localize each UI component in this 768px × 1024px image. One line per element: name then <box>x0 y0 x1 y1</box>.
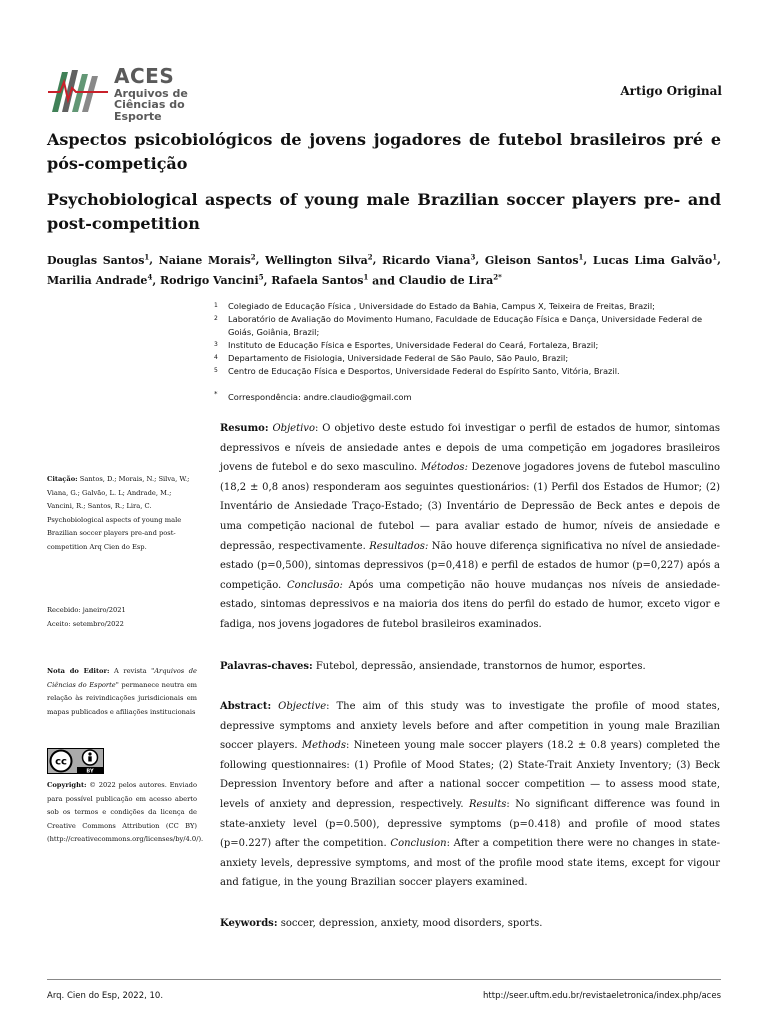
author <box>399 274 502 287</box>
resumo-block <box>220 419 720 635</box>
author <box>265 254 372 267</box>
palavras-chave-text: Futebol, depressão, ansiendade, transtornos de humor, esportes. <box>312 661 646 672</box>
affiliation-number: 1 <box>214 302 218 309</box>
abstract-methods: : Nineteen young male soccer players (18.2 ± 0.8 years) completed the following questionnaires: (1) Profile of Mood States; (2) State-Trait Anxiety Inventory; (3) Beck Depression Inventory before and after a national soccer competition — to assess mood state, levels of anxiety and depression, respectively. <box>220 740 720 810</box>
author <box>271 274 368 287</box>
abstract-methods-label: Methods <box>301 740 347 752</box>
accepted-date: Aceito: setembro/2022 <box>47 619 124 628</box>
editor-note-journal: "Arquivos de Ciências do Esporte" <box>47 667 197 689</box>
editor-note-pre: A revista <box>109 667 152 675</box>
author-name: Ricardo Viana <box>382 253 471 267</box>
author-name: Wellington Silva <box>265 253 368 267</box>
author-affiliation-mark: 1 <box>363 272 369 282</box>
abstract-block <box>220 697 720 893</box>
cc-badge-by: BY <box>86 768 94 774</box>
author-affiliation-mark: 2* <box>493 272 502 282</box>
dates <box>47 604 197 631</box>
keywords-label: Keywords: <box>220 918 278 929</box>
footer-citation: Arq. Cien do Esp, 2022, 10. <box>47 991 164 1001</box>
aces-logo-icon <box>48 62 108 118</box>
footer-rule <box>47 979 721 980</box>
logo-line-2: Ciências do Esporte <box>114 98 185 123</box>
palavras-chave <box>220 657 720 677</box>
logo-brand: ACES <box>114 64 175 88</box>
author-affiliation-mark: 5 <box>258 272 264 282</box>
affiliation-text: Colegiado de Educação Física , Universidade do Estado da Bahia, Campus X, Teixeira de Freitas, Brazil; <box>228 301 655 311</box>
editor-note-label: Nota do Editor: <box>47 667 110 675</box>
article-type: Artigo Original <box>620 84 722 98</box>
author-affiliation-mark: 3 <box>470 252 476 261</box>
abstract-results: : No significant difference was found in state-anxiety level (p=0.500), depressive symptoms (p=0.418) and profile of mood states (p=0.227) after the competition. <box>220 798 720 850</box>
affiliation <box>214 313 720 339</box>
palavras-chave-label: Palavras-chaves: <box>220 661 313 672</box>
footer-url[interactable]: http://seer.uftm.edu.br/revistaeletronica/index.php/aces <box>483 991 721 1001</box>
author-list: Douglas Santos$^1$, Naiane Morais$^2$, Wellington Silva$^2$, Ricardo Viana$^3$, Gleison Santos$^1$, Lucas Lima Galvão$^1$, Marilia Andrade$^4$, Rodrigo Vancini$^5$, Rafaela Santos$^1$ and Claudio de Lira$^{2*}$ <box>47 252 721 288</box>
correspondence <box>214 392 412 402</box>
affiliation <box>214 339 720 352</box>
author <box>47 254 149 267</box>
abstract-conclusion-label: Conclusion <box>390 838 447 850</box>
author-affiliation-mark: 1 <box>712 252 718 261</box>
author <box>382 254 475 267</box>
abstract-label: Abstract: <box>220 701 272 712</box>
abstract-objective: : The aim of this study was to investigate the profile of mood states, depressive symptoms and anxiety levels before and after competition in young male Brazilian soccer players. <box>220 701 720 752</box>
keywords <box>220 914 720 934</box>
resumo-metodos-label: Métodos: <box>420 462 468 474</box>
copyright <box>47 779 204 847</box>
abstract-results-label: Results <box>468 798 507 810</box>
author-name: Naiane Morais <box>158 253 251 267</box>
logo-line-1: Arquivos de <box>114 87 188 100</box>
journal-logo <box>48 62 228 123</box>
resumo-resultados-label: Resultados: <box>369 540 429 552</box>
title-english: Psychobiological aspects of young male Brazilian soccer players pre- and post-competition <box>47 190 721 233</box>
author <box>593 254 717 267</box>
affiliation-text: Laboratório de Avaliação do Movimento Humano, Faculdade de Educação Física e Dança, Universidade Federal de Goiás, Goiânia, Brazil; <box>228 314 703 337</box>
resumo-resultados: Não houve diferença significativa no nível de ansiedade-estado (p=0,500), sintomas depressivos (p=0,418) e perfil de estados de humor (p=0,227) após a competição. <box>220 540 720 591</box>
editor-note <box>47 665 197 719</box>
author <box>47 274 152 287</box>
copyright-label: Copyright: <box>47 781 87 789</box>
author-affiliation-mark: 4 <box>147 272 153 282</box>
resumo-conclusao-label: Conclusão: <box>287 579 343 591</box>
author-name: Douglas Santos <box>47 253 145 267</box>
affiliation-number: 5 <box>214 367 218 374</box>
author-affiliation-mark: 2 <box>367 252 373 261</box>
author-name: Gleison Santos <box>484 253 579 267</box>
abstract-objective-label: Objective <box>278 701 327 712</box>
affiliation-list <box>214 300 720 378</box>
affiliation-text: Departamento de Fisiologia, Universidade Federal de São Paulo, São Paulo, Brazil; <box>228 353 569 363</box>
affiliation-number: 4 <box>214 354 218 361</box>
affiliation <box>214 352 720 365</box>
affiliation <box>214 300 720 313</box>
copyright-text: © 2022 pelos autores. Enviado para possível publicação em acesso aberto sob os termos e condições da licença de Creative Commons Attribution (CC BY) (http://creativecommons.org/licenses/by/4.0/). <box>47 781 204 843</box>
title-portuguese: Aspectos psicobiológicos de jovens jogadores de futebol brasileiros pré e pós-competição <box>47 130 721 173</box>
correspondence-text: Correspondência: andre.claudio@gmail.com <box>228 392 412 402</box>
author-name: Rodrigo Vancini <box>159 274 259 288</box>
author-affiliation-mark: 1 <box>144 252 150 261</box>
author-name: Lucas Lima Galvão <box>592 253 713 267</box>
author <box>160 274 264 287</box>
resumo-objetivo: : O objetivo deste estudo foi investigar o perfil de estados de humor, sintomas depressivos e níveis de ansiedade antes e depois de uma competição em jogadores brasileiros jovens de futebol e do sexo masculino. <box>220 423 720 474</box>
citation <box>47 473 197 554</box>
keywords-text: soccer, depression, anxiety, mood disorders, sports. <box>277 918 543 929</box>
resumo-label: Resumo: <box>220 423 269 434</box>
cc-by-license-icon[interactable] <box>47 748 104 774</box>
author <box>485 254 584 267</box>
author <box>159 254 256 267</box>
resumo-metodos: Dezenove jogadores jovens de futebol masculino (18,2 ± 0,8 anos) responderam aos seguintes questionários: (1) Perfil dos Estados de Humor; (2) Inventário de Ansiedade Traço-Estado; (3) Inventário de Depressão de Beck antes e depois de uma competição nacional de futebol — para avaliar estado de humor, níveis de ansiedade e depressão, respectivamente. <box>220 462 721 552</box>
affiliation-text: Centro de Educação Física e Desportos, Universidade Federal do Espírito Santo, Vitória, Brazil. <box>228 366 620 376</box>
author-affiliation-mark: 2 <box>250 252 256 261</box>
received-date: Recebido: janeiro/2021 <box>47 606 126 614</box>
affiliation <box>214 365 720 378</box>
author-affiliation-mark: 1 <box>578 252 584 261</box>
resumo-conclusao: Após uma competição não houve mudanças nos níveis de ansiedade-estado, sintomas depressivos e na maioria dos itens do perfil do estado de humor, exceto vigor e fadiga, nos jovens jogadores de futebol brasileiros examinados. <box>220 579 720 630</box>
affiliation-number: 3 <box>214 341 218 348</box>
author-name: Rafaela Santos <box>271 274 364 288</box>
author-name: Claudio de Lira <box>398 274 494 288</box>
abstract-conclusion: : After a competition there were no changes in state-anxiety levels, depressive symptoms, and most of the profile mood state items, except for vigour and fatigue, in the young Brazilian soccer players examined. <box>220 838 720 889</box>
citation-label: Citação: <box>47 475 78 483</box>
resumo-objetivo-label: Objetivo <box>272 423 315 434</box>
correspondence-mark: * <box>214 390 218 398</box>
cc-badge-cc: cc <box>55 756 67 768</box>
affiliation-number: 2 <box>214 315 218 322</box>
author-name: Marilia Andrade <box>47 274 148 288</box>
citation-text: Santos, D.; Morais, N.; Silva, W.; Viana, G.; Galvão, L. L; Andrade, M.; Vancini, R.; Santos, R.; Lira, C. Psychobiological aspects of young male Brazilian soccer players pre-and post-competition Arq Cien do Esp. <box>47 475 190 551</box>
affiliation-text: Instituto de Educação Física e Esportes, Universidade Federal do Ceará, Fortaleza, Brazil; <box>228 340 599 350</box>
editor-note-post: permanece neutra em relação às reivindicações jurisdicionais em mapas publicados e afiliações institucionais <box>47 680 197 716</box>
